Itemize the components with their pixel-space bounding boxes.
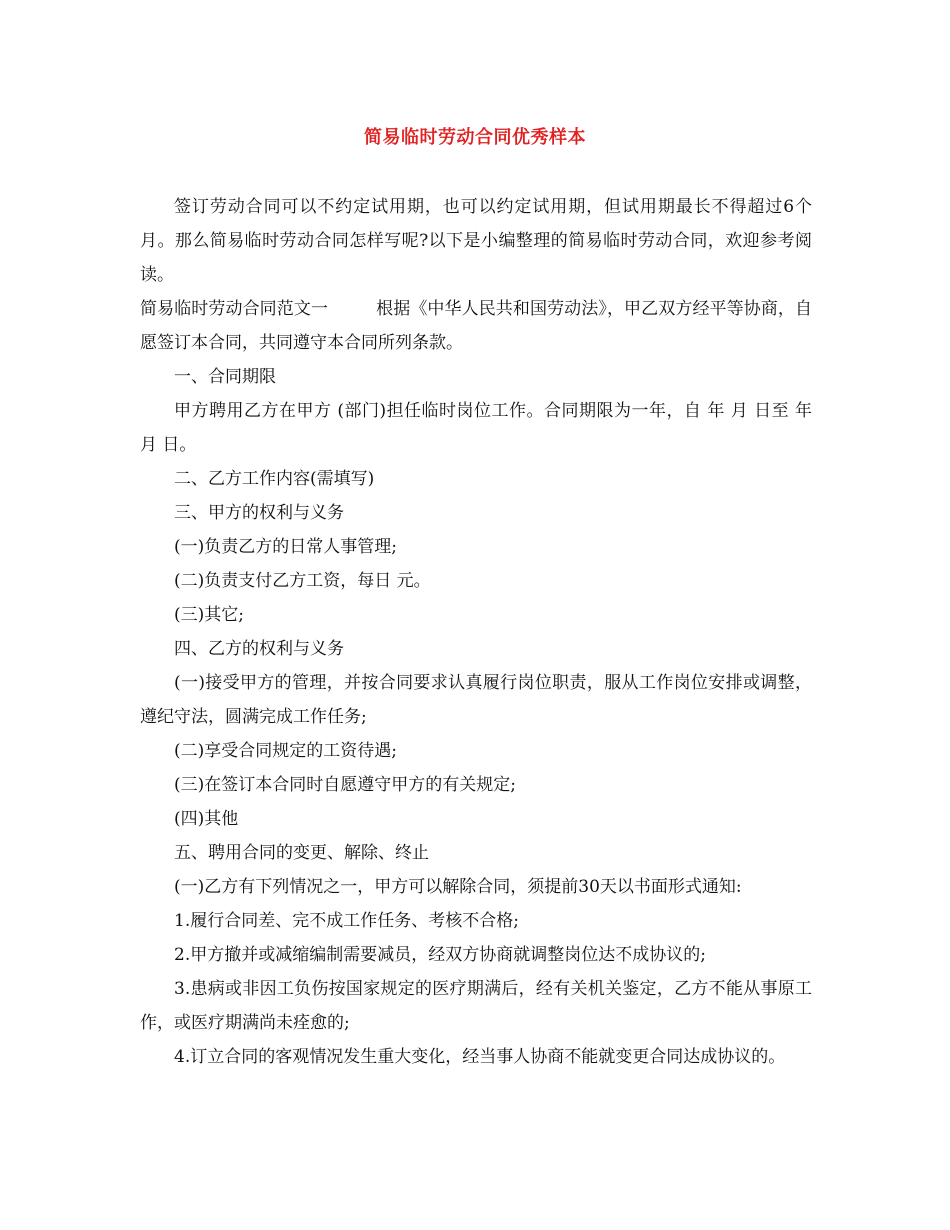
clause-paragraph: (三)其它; [174, 605, 244, 625]
clause-paragraph: (二)负责支付乙方工资，每日 元。 [174, 571, 431, 591]
clause-item: 1.履行合同差、完不成工作任务、考核不合格; [174, 911, 519, 931]
preamble-paragraph: 根据《中华人民共和国劳动法》，甲乙双方经平等协商，自愿签订本合同，共同遵守本合同所列条款。 [140, 299, 813, 353]
clause-paragraph: (一)接受甲方的管理，并按合同要求认真履行岗位职责，服从工作岗位安排或调整，遵纪守法，圆满完成工作任务; [140, 673, 812, 727]
document-title: 简易临时劳动合同优秀样本 [364, 127, 586, 148]
section-heading: 四、乙方的权利与义务 [174, 639, 344, 659]
sample-heading-line [140, 292, 812, 360]
clause-item: 2.甲方撤并或减缩编制需要减员，经双方协商就调整岗位达不成协议的; [174, 945, 706, 965]
document-body [140, 190, 812, 1074]
section-heading: 二、乙方工作内容(需填写) [174, 469, 375, 489]
clause-paragraph: (一)乙方有下列情况之一，甲方可以解除合同，须提前30天以书面形式通知: [174, 877, 742, 897]
clause-item: 4.订立合同的客观情况发生重大变化，经当事人协商不能就变更合同达成协议的。 [174, 1047, 786, 1067]
section-heading: 五、聘用合同的变更、解除、终止 [174, 843, 429, 863]
clause-paragraph: (四)其他 [174, 809, 239, 829]
clause-paragraph: (一)负责乙方的日常人事管理; [174, 537, 397, 557]
clause-paragraph: 甲方聘用乙方在甲方 (部门)担任临时岗位工作。合同期限为一年，自 年 月 日至 年 月 日。 [140, 401, 812, 455]
clause-paragraph: (三)在签订本合同时自愿遵守甲方的有关规定; [174, 775, 516, 795]
section-heading: 三、甲方的权利与义务 [174, 503, 344, 523]
clause-paragraph: (二)享受合同规定的工资待遇; [174, 741, 397, 761]
clause-item: 3.患病或非因工负伤按国家规定的医疗期满后，经有关机关鉴定，乙方不能从事原工作，或医疗期满尚未痊愈的; [140, 979, 812, 1033]
sample-heading: 简易临时劳动合同范文一 [140, 299, 329, 319]
intro-paragraph: 签订劳动合同可以不约定试用期，也可以约定试用期，但试用期最长不得超过6个月。那么简易临时劳动合同怎样写呢?以下是小编整理的简易临时劳动合同，欢迎参考阅读。 [140, 197, 812, 285]
section-heading: 一、合同期限 [174, 367, 276, 387]
